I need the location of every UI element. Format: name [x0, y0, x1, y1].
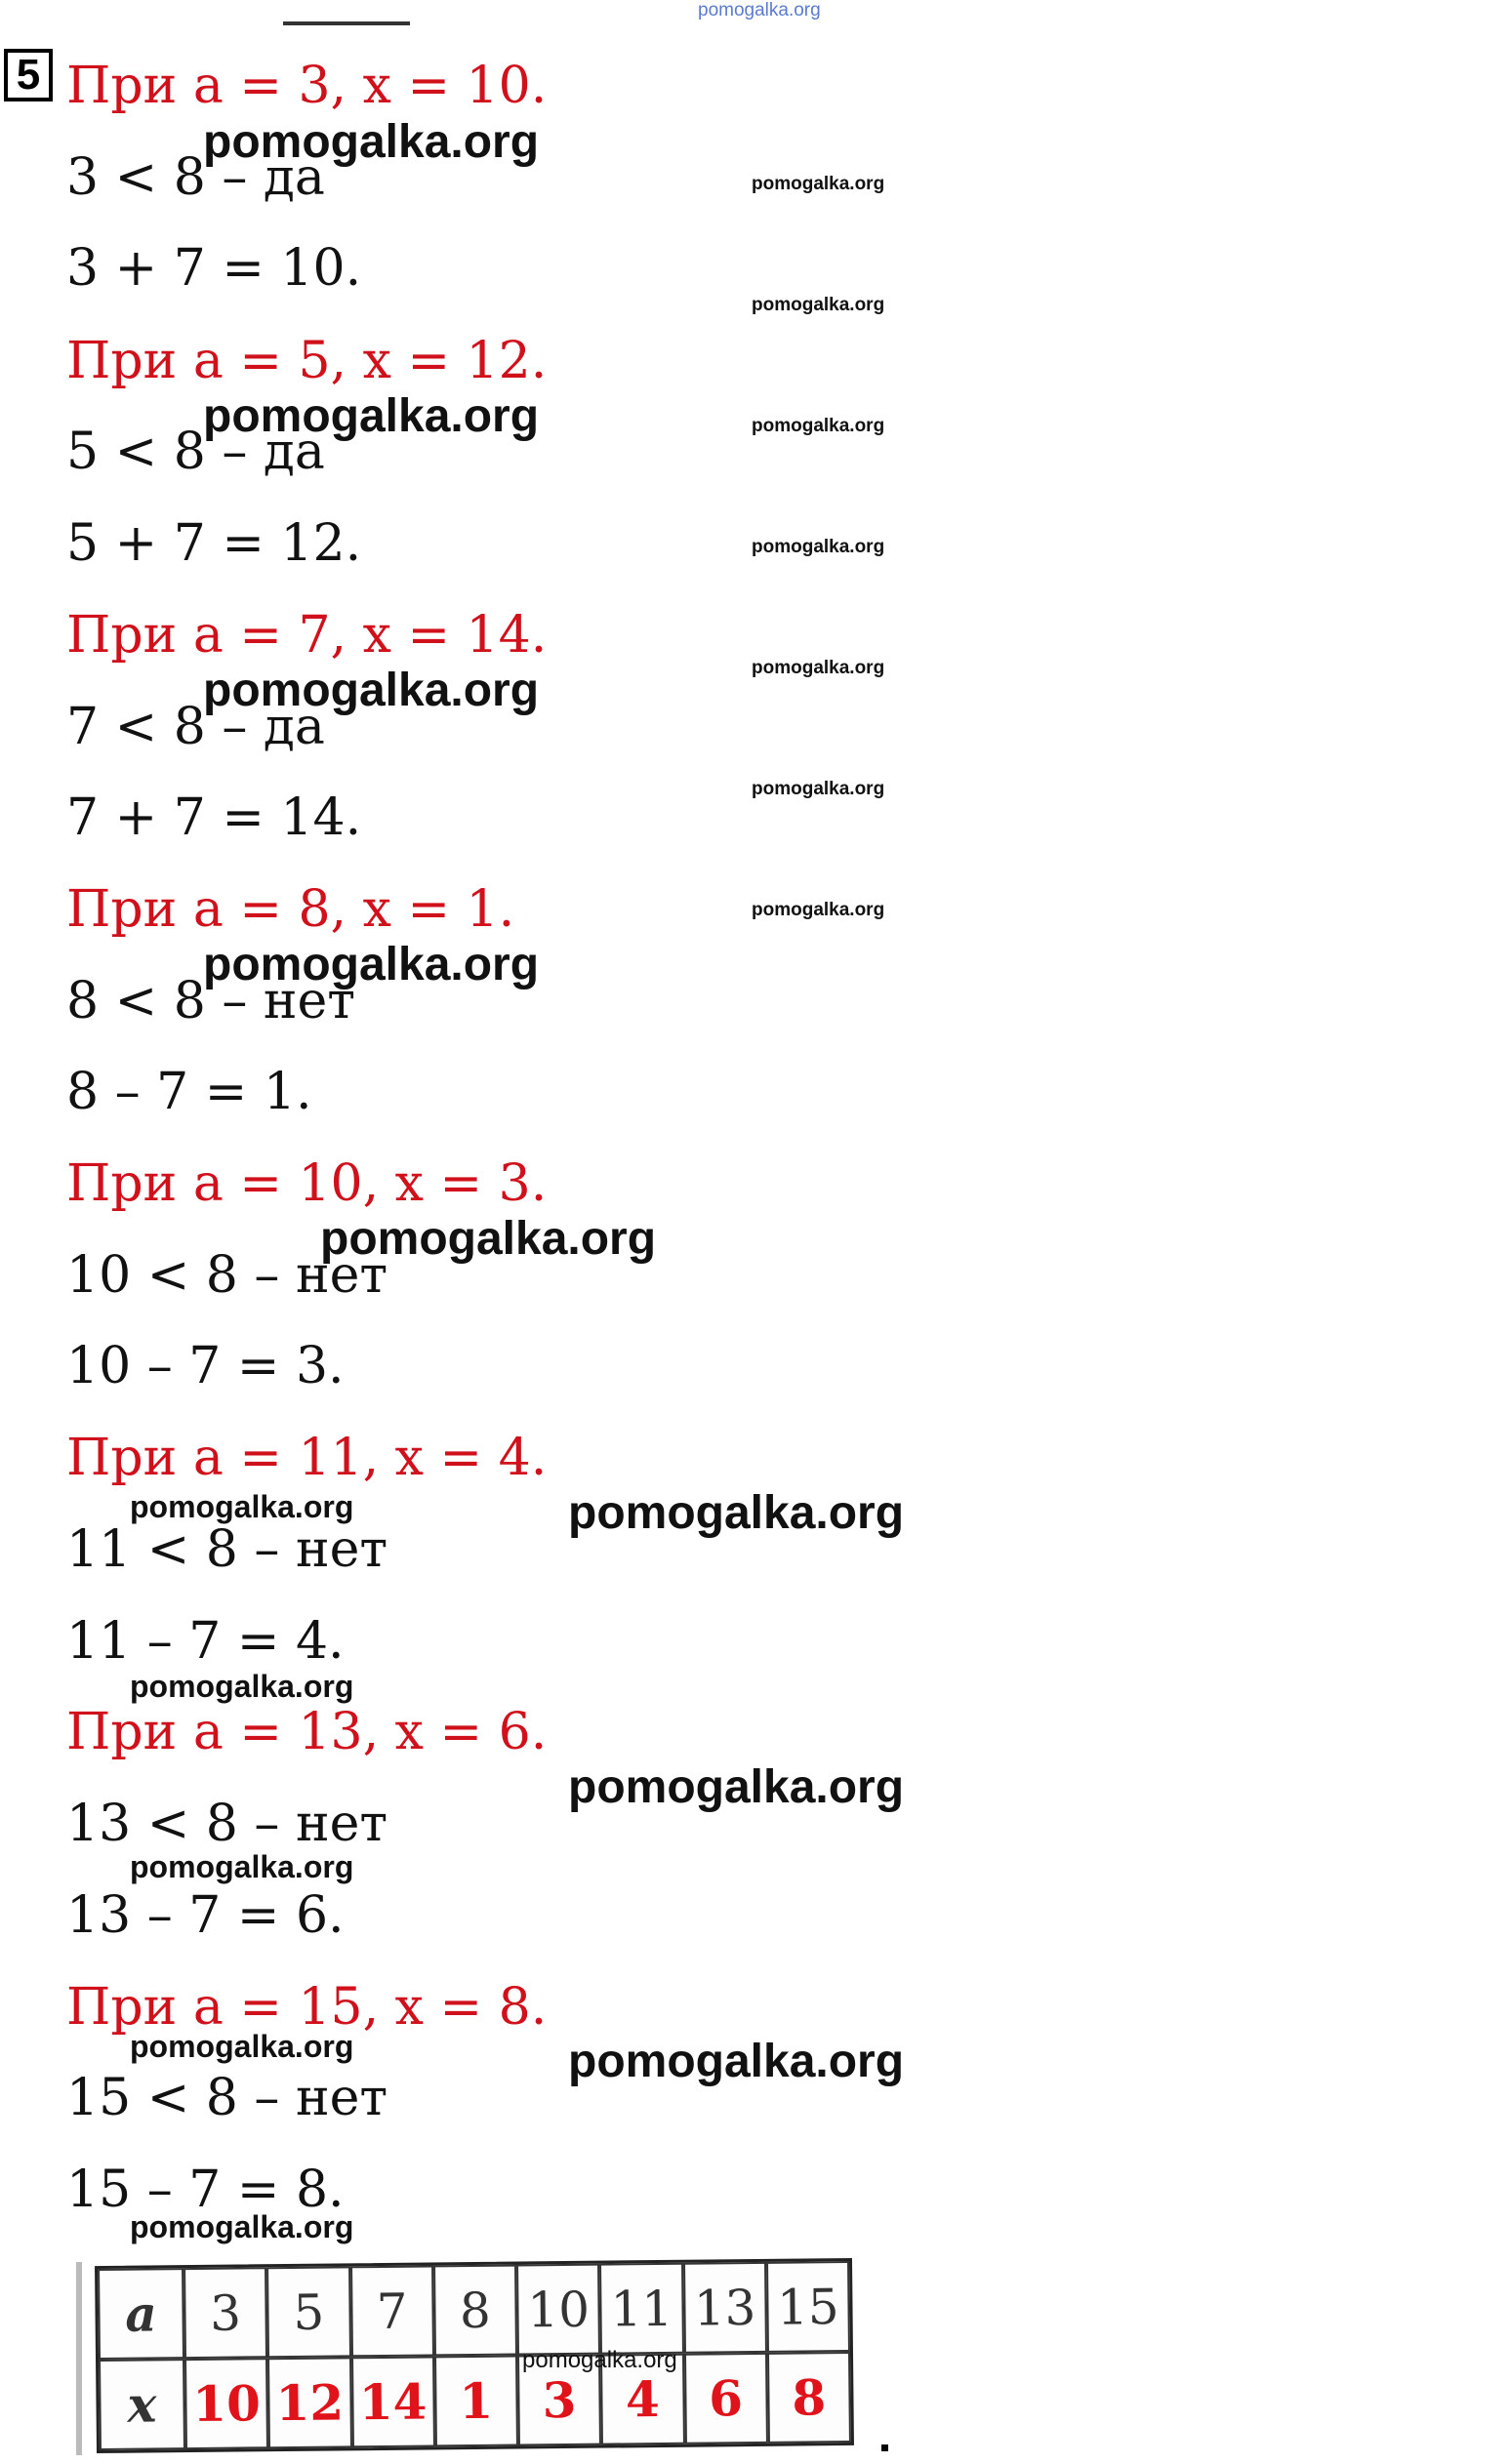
table-cell-x: 10 [184, 2358, 268, 2449]
table-cell-a: 7 [350, 2265, 434, 2357]
case-result: 3 + 7 = 10. [66, 239, 362, 298]
table-cell-a: 8 [433, 2265, 517, 2357]
table-cell-a: 5 [266, 2266, 350, 2358]
case-check: 15 < 8 – нет [66, 2069, 388, 2127]
watermark: pomogalka.org [752, 295, 885, 315]
case-result: 15 – 7 = 8. [66, 2161, 345, 2219]
table-cell-x: 8 [767, 2352, 851, 2444]
watermark: pomogalka.org [203, 390, 540, 442]
table-cell-a: 11 [599, 2263, 683, 2355]
answer-table [95, 2258, 854, 2453]
case-title: При a = 3, x = 10. [66, 57, 548, 115]
watermark: pomogalka.org [130, 1489, 354, 1524]
case-result: 8 – 7 = 1. [66, 1063, 312, 1121]
end-dot [881, 2444, 888, 2451]
case-title: При a = 5, x = 12. [66, 332, 548, 390]
case-title: При a = 10, x = 3. [66, 1154, 548, 1213]
watermark: pomogalka.org [568, 1761, 905, 1813]
table-cell-x: 4 [600, 2354, 684, 2445]
watermark: pomogalka.org [320, 1213, 657, 1265]
case-check: 13 < 8 – нет [66, 1795, 388, 1853]
task-number-badge: 5 [4, 49, 53, 101]
site-mark: pomogalka.org [698, 0, 821, 20]
case-title: При a = 8, x = 1. [66, 880, 515, 939]
table-row-label-a: a [98, 2268, 184, 2360]
watermark: pomogalka.org [752, 900, 885, 920]
watermark: pomogalka.org [203, 116, 540, 168]
watermark: pomogalka.org [752, 537, 885, 557]
watermark: pomogalka.org [752, 779, 885, 799]
table-row-label-x: x [99, 2359, 185, 2450]
table-cell-x: 3 [517, 2355, 601, 2446]
table-cell-a: 3 [184, 2267, 267, 2359]
watermark: pomogalka.org [130, 2029, 354, 2064]
table-shadow [76, 2262, 82, 2455]
table-cell-x: 14 [351, 2356, 435, 2447]
watermark: pomogalka.org [130, 2209, 354, 2244]
top-divider [283, 21, 410, 25]
table-cell-a: 13 [683, 2262, 767, 2354]
case-result: 10 – 7 = 3. [66, 1337, 345, 1395]
watermark: pomogalka.org [203, 939, 540, 990]
table-cell-x: 12 [267, 2357, 351, 2448]
case-result: 11 – 7 = 4. [66, 1612, 345, 1671]
table-cell-x: 6 [683, 2353, 767, 2444]
case-title: При a = 15, x = 8. [66, 1978, 548, 2037]
case-check: 8 < 8 – нет [66, 972, 356, 1030]
watermark: pomogalka.org [752, 416, 885, 436]
case-check: 5 < 8 – да [66, 423, 325, 481]
watermark: pomogalka.org [752, 174, 885, 194]
case-result: 13 – 7 = 6. [66, 1886, 345, 1945]
case-title: При a = 11, x = 4. [66, 1429, 548, 1487]
case-title: При a = 7, x = 14. [66, 606, 548, 665]
table-cell-x: 1 [434, 2356, 518, 2447]
case-check: 11 < 8 – нет [66, 1520, 388, 1579]
case-title: При a = 13, x = 6. [66, 1703, 548, 1761]
case-result: 5 + 7 = 12. [66, 514, 362, 573]
watermark: pomogalka.org [130, 1669, 354, 1704]
case-result: 7 + 7 = 14. [66, 788, 362, 847]
watermark: pomogalka.org [130, 1849, 354, 1884]
case-check: 10 < 8 – нет [66, 1246, 388, 1305]
case-check: 7 < 8 – да [66, 698, 325, 756]
watermark: pomogalka.org [203, 665, 540, 716]
table-cell-a: 15 [766, 2261, 850, 2353]
table-cell-a: 10 [516, 2264, 600, 2356]
watermark: pomogalka.org [568, 1487, 905, 1539]
watermark: pomogalka.org [568, 2036, 905, 2087]
watermark: pomogalka.org [752, 658, 885, 678]
watermark: pomogalka.org [522, 2347, 677, 2373]
case-check: 3 < 8 – да [66, 148, 325, 207]
